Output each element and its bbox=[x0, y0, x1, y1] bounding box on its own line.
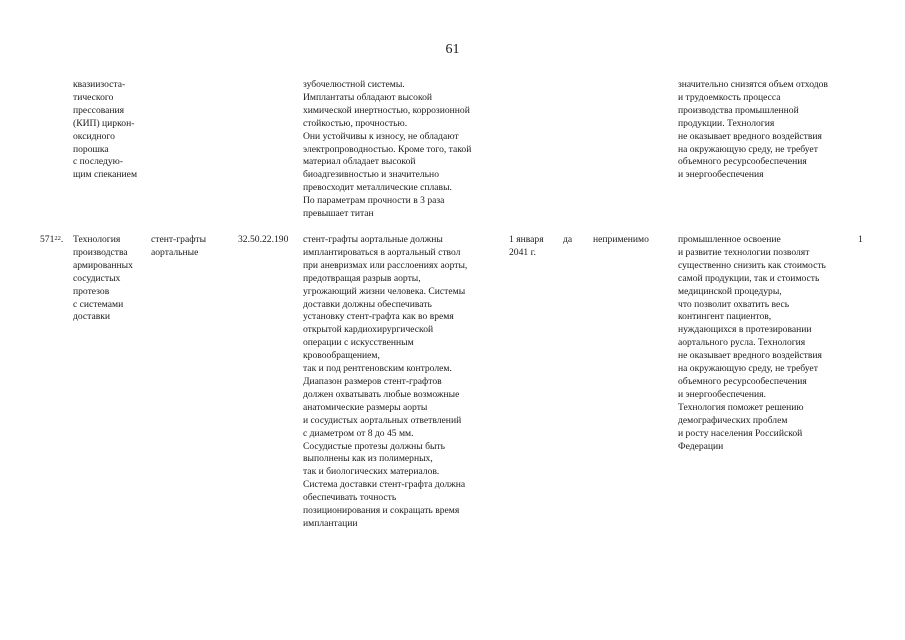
effects: промышленное освоение и развитие технологии позволят существенно снизить как стоимость самой продукции, так и стоимость медицинской процедуры, что позволит охватить весь контингент пациентов, нуждающихся в протезировании аортального русла. Технология не оказывает вредного воздействия на окружающую среду, не требует объемного ресурсообеспечения и энергообеспечения. Технология поможет решению демографических проблем и росту населения Российской Федерации bbox=[678, 234, 826, 452]
continued-requirements: зубочелюстной системы. Имплантаты обладают высокой химической инертностью, коррозионной стойкостью, прочностью. Они устойчивы к износу, не обладают электропроводностью. Кроме того, такой материал обладает высокой биоадгезивностью и значительно превосходит металлические сплавы. По параметрам прочности в 3 раза превышает титан bbox=[303, 79, 472, 220]
target-date: 1 января 2041 г. bbox=[509, 234, 544, 258]
flag: да bbox=[563, 234, 573, 245]
last-column-value: 1 bbox=[858, 234, 863, 245]
requirements: стент-графты аортальные должны имплантироваться в аортальный ствол при аневризмах или расслоениях аорты, предотвращая разрыв аорты, угрожающий жизни человека. Системы доставки должны обеспечивать установку стент-графта как во время открытой кардиохирургической операции с искусственным кровообращением, так и под рентгеновским контролем. Диапазон размеров стент-графтов должен охватывать любые возможные анатомические размеры аорты и сосудистых аортальных ответвлений с диаметром от 8 до 45 мм. Сосудистые протезы должны быть выполнены как из полимерных, так и биологических материалов. Система доставки стент-графта должна обеспечивать точность позиционирования и сокращать время имплантации bbox=[303, 234, 468, 529]
product-name: стент-графты аортальные bbox=[151, 234, 207, 258]
status: неприменимо bbox=[593, 234, 649, 245]
product-code: 32.50.22.190 bbox=[238, 234, 289, 245]
continued-technology-name: квазиизоста- тического прессования (КИП) циркон- оксидного порошка с последую- щим спеканием bbox=[73, 79, 138, 181]
continued-effects: значительно снизятся объем отходов и трудоемкость процесса производства промышленной продукции. Технология не оказывает вредного воздействия на окружающую среду, не требует объемного ресурсообеспечения и энергообеспечения bbox=[678, 79, 828, 181]
row-number: $571^{22}$. bbox=[40, 234, 64, 245]
row-number-footnote: 22 bbox=[54, 235, 61, 242]
page-number: 61 bbox=[445, 42, 460, 57]
technology-name: Технология производства армированных сосудистых протезов с системами доставки bbox=[73, 234, 133, 323]
